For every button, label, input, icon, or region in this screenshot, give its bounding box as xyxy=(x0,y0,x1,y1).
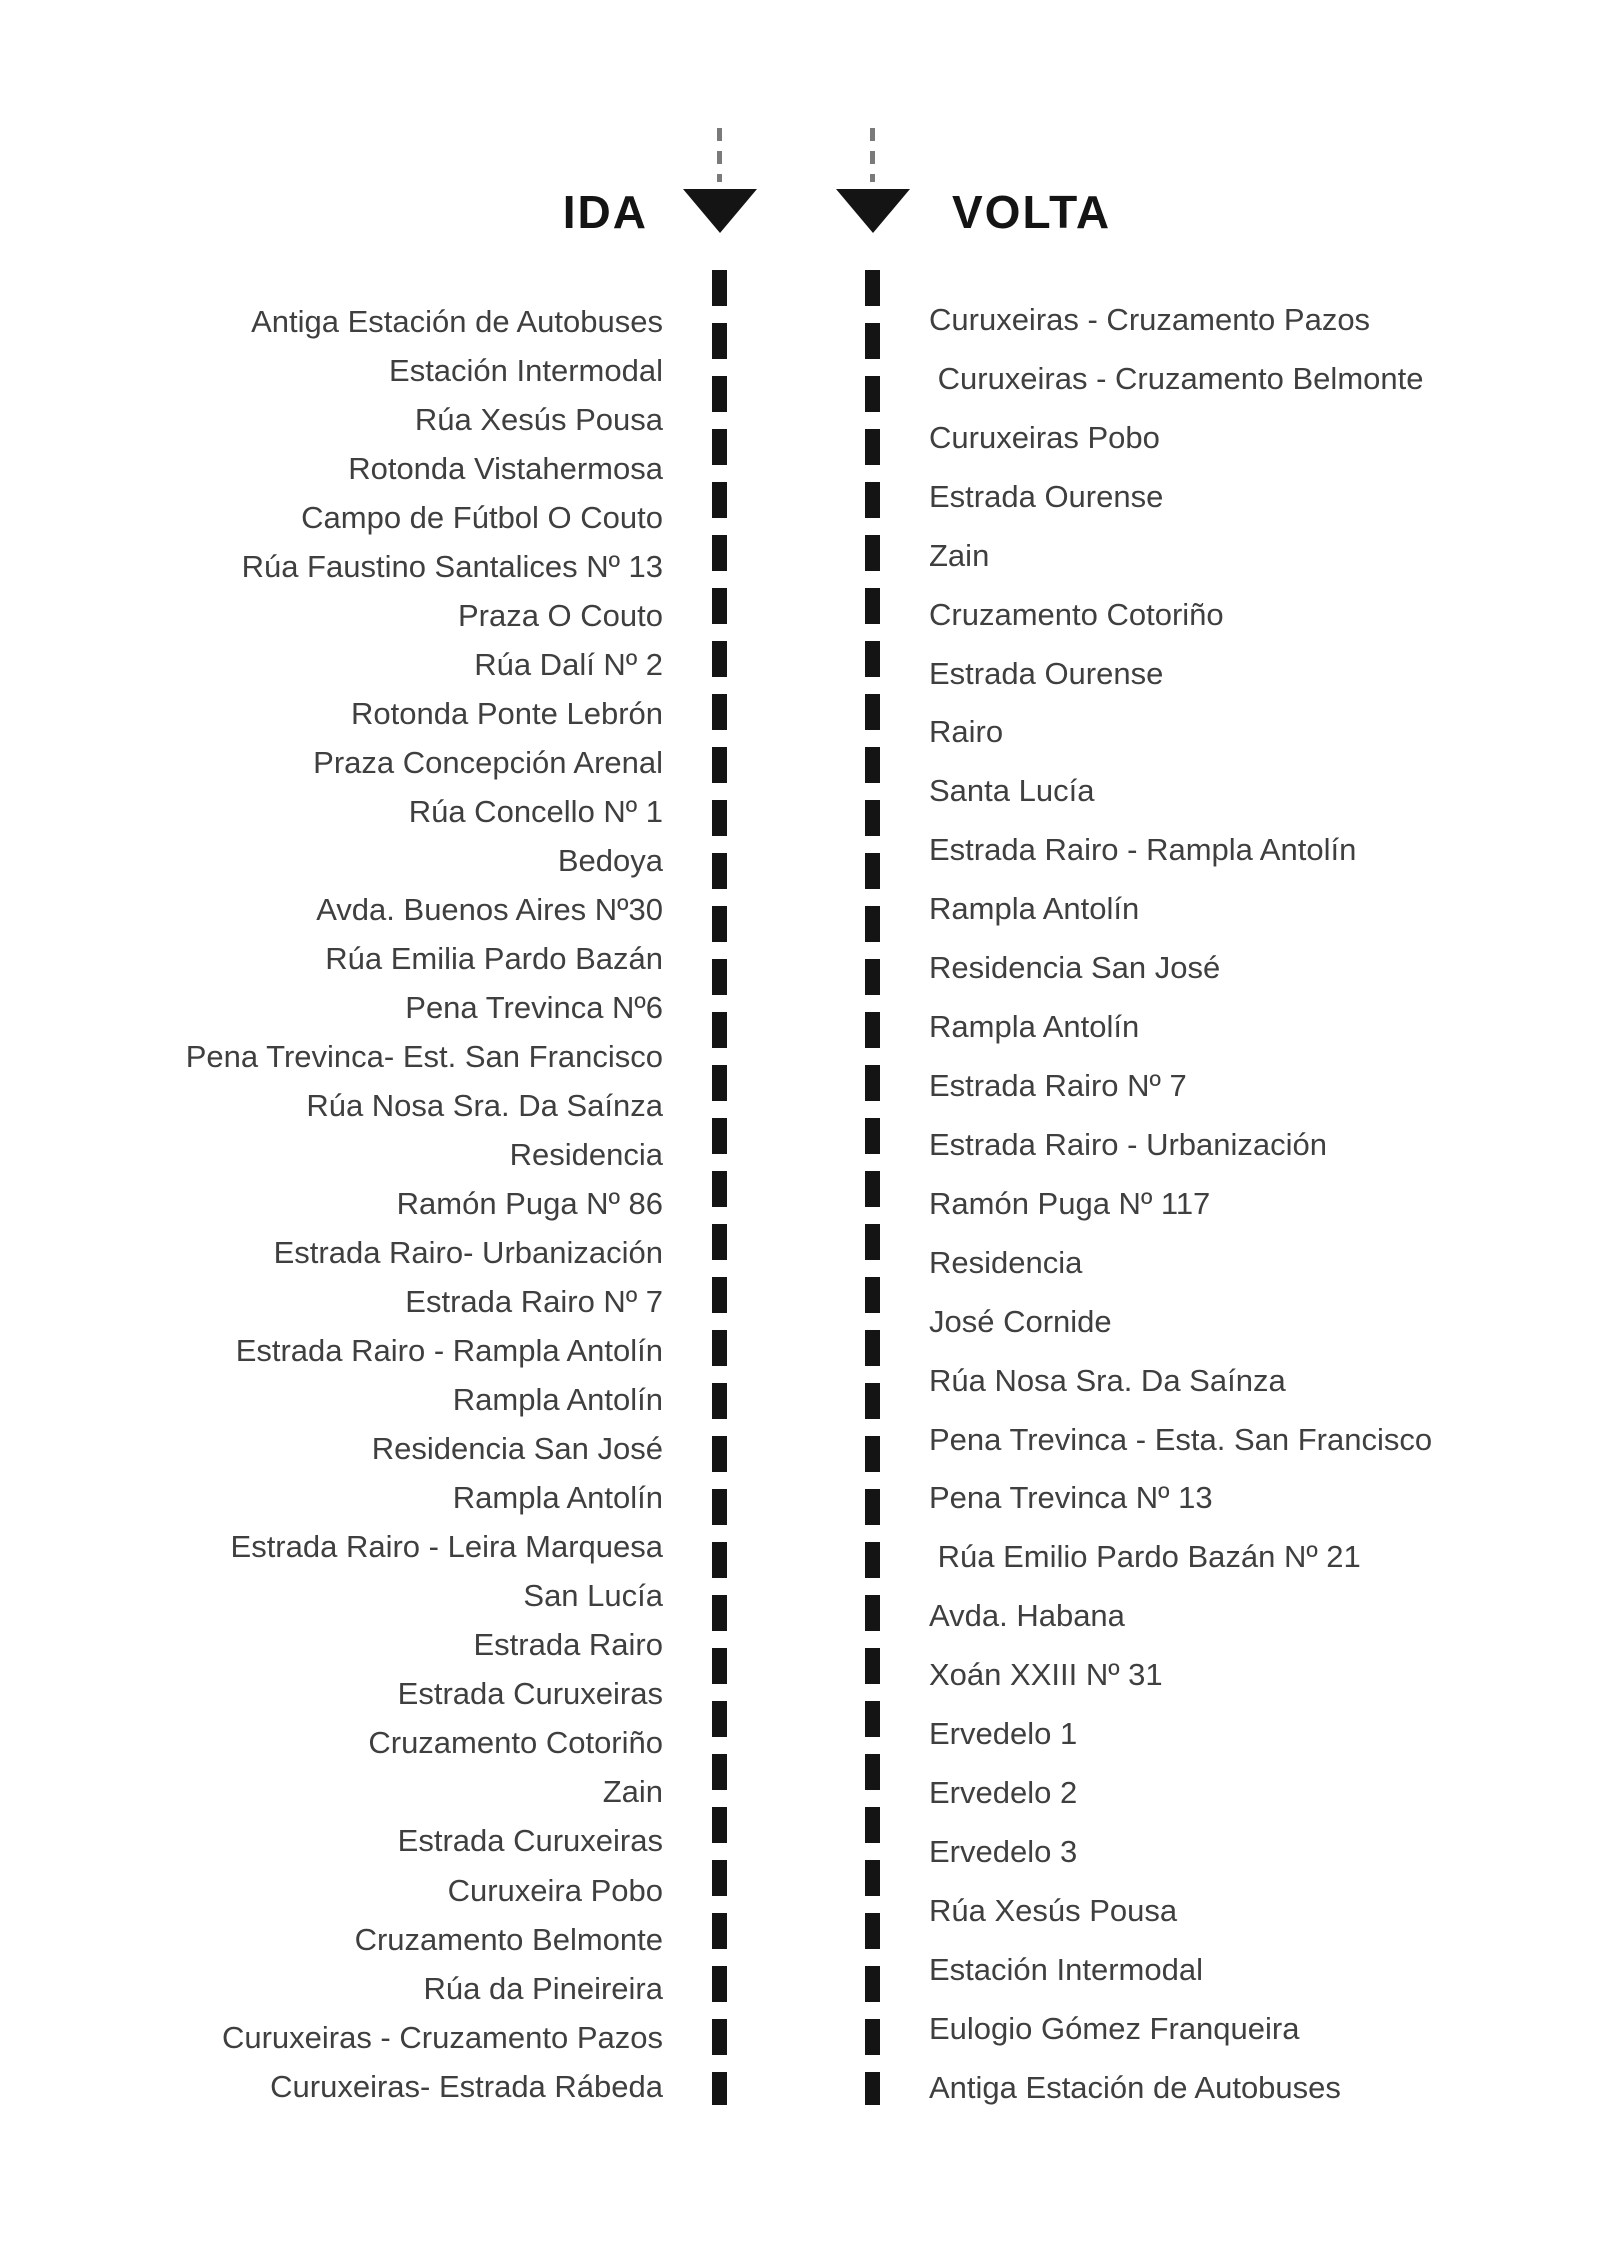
stop-item: José Cornide xyxy=(929,1303,1112,1339)
stop-item: Ervedelo 2 xyxy=(929,1775,1078,1811)
stop-item: Eulogio Gómez Franqueira xyxy=(929,2010,1300,2046)
stop-item: Estrada Curuxeiras xyxy=(397,1676,663,1712)
stop-item: Estrada Rairo Nº 7 xyxy=(405,1284,663,1320)
stop-item: Cruzamento Cotoriño xyxy=(368,1725,663,1761)
stop-item: Curuxeiras - Cruzamento Pazos xyxy=(221,2019,663,2055)
stop-item: Rúa Xesús Pousa xyxy=(414,402,663,438)
stop-item: Estrada Curuxeiras xyxy=(397,1823,663,1859)
stop-item: Campo de Fútbol O Couto xyxy=(301,500,663,536)
stop-item: San Lucía xyxy=(523,1578,663,1614)
stop-item: Rampla Antolín xyxy=(929,891,1140,927)
stop-item: Rampla Antolín xyxy=(452,1480,663,1516)
stop-item: Residencia xyxy=(929,1244,1083,1280)
stop-item: Pena Trevinca Nº6 xyxy=(405,990,663,1026)
stop-item: Estrada Rairo - Rampla Antolín xyxy=(235,1333,663,1369)
stop-item: Estrada Rairo xyxy=(473,1627,663,1663)
ida-direction-heading: IDA xyxy=(562,186,648,238)
ida-triangle-down-icon xyxy=(683,189,757,233)
volta-route-dashed-line xyxy=(865,270,880,2105)
stop-item: Estación Intermodal xyxy=(929,1951,1203,1987)
stop-item: Residencia xyxy=(509,1137,663,1173)
stop-item: Estrada Ourense xyxy=(929,655,1164,691)
stop-item: Pena Trevinca - Esta. San Francisco xyxy=(929,1421,1433,1457)
stop-item: Praza O Couto xyxy=(457,598,663,634)
stop-item: Residencia San José xyxy=(929,950,1221,986)
stop-item: Bedoya xyxy=(557,843,663,879)
stop-item: Residencia San José xyxy=(371,1431,663,1467)
stop-item: Rúa Concello Nº 1 xyxy=(408,794,663,830)
volta-line-lead-in-dashes xyxy=(870,128,875,182)
stop-item: Rotonda Vistahermosa xyxy=(348,451,663,487)
stop-item: Praza Concepción Arenal xyxy=(313,745,663,781)
stop-item: Rairo xyxy=(929,714,1004,750)
stop-item: Cruzamento Cotoriño xyxy=(929,596,1224,632)
stop-item: Curuxeira Pobo xyxy=(447,1872,663,1908)
ida-route-dashed-line xyxy=(712,270,727,2105)
stop-item: Estrada Rairo - Rampla Antolín xyxy=(929,832,1357,868)
stop-item: Zain xyxy=(602,1774,663,1810)
stop-item: Rúa Emilio Pardo Bazán Nº 21 xyxy=(929,1539,1361,1575)
stop-item: Rampla Antolín xyxy=(929,1009,1140,1045)
stop-item: Ramón Puga Nº 117 xyxy=(929,1185,1211,1221)
stop-item: Rúa da Pineireira xyxy=(423,1970,663,2006)
stop-item: Antiga Estación de Autobuses xyxy=(929,2069,1341,2105)
stop-item: Rúa Nosa Sra. Da Saínza xyxy=(306,1088,663,1124)
stop-item: Estrada Rairo - Leira Marquesa xyxy=(230,1529,663,1565)
stop-item: Estrada Rairo Nº 7 xyxy=(929,1067,1187,1103)
ida-line-lead-in-dashes xyxy=(717,128,722,182)
stop-item: Curuxeiras - Cruzamento Pazos xyxy=(929,302,1371,337)
stop-item: Estrada Rairo - Urbanización xyxy=(929,1126,1328,1162)
stop-item: Ervedelo 3 xyxy=(929,1833,1078,1869)
stop-item: Ervedelo 1 xyxy=(929,1716,1078,1752)
volta-stop-list xyxy=(929,303,1549,2104)
ida-stop-list xyxy=(80,305,663,2103)
volta-direction-heading: VOLTA xyxy=(952,186,1112,238)
stop-item: Rúa Dalí Nº 2 xyxy=(474,647,663,683)
stop-item: Zain xyxy=(929,537,990,573)
stop-item: Rampla Antolín xyxy=(452,1382,663,1418)
stop-item: Xoán XXIII Nº 31 xyxy=(929,1657,1163,1693)
stop-item: Rúa Faustino Santalices Nº 13 xyxy=(241,549,663,585)
stop-item: Rotonda Ponte Lebrón xyxy=(351,696,663,732)
stop-item: Estrada Rairo- Urbanización xyxy=(273,1235,663,1271)
stop-item: Curuxeiras- Estrada Rábeda xyxy=(270,2068,663,2104)
stop-item: Antiga Estación de Autobuses xyxy=(251,304,663,339)
stop-item: Avda. Habana xyxy=(929,1598,1125,1634)
stop-item: Avda. Buenos Aires Nº30 xyxy=(316,892,663,928)
stop-item: Santa Lucía xyxy=(929,773,1095,809)
stop-item: Rúa Emilia Pardo Bazán xyxy=(325,941,663,977)
stop-item: Pena Trevinca Nº 13 xyxy=(929,1480,1213,1516)
stop-item: Ramón Puga Nº 86 xyxy=(396,1186,663,1222)
stop-item: Cruzamento Belmonte xyxy=(354,1921,663,1957)
volta-triangle-down-icon xyxy=(836,189,910,233)
stop-item: Estrada Ourense xyxy=(929,478,1164,514)
stop-item: Curuxeiras Pobo xyxy=(929,419,1160,455)
stop-item: Curuxeiras - Cruzamento Belmonte xyxy=(929,360,1424,396)
stop-item: Pena Trevinca- Est. San Francisco xyxy=(185,1039,663,1075)
stop-item: Estación Intermodal xyxy=(389,353,663,389)
stop-item: Rúa Nosa Sra. Da Saínza xyxy=(929,1362,1286,1398)
stop-item: Rúa Xesús Pousa xyxy=(929,1892,1178,1928)
